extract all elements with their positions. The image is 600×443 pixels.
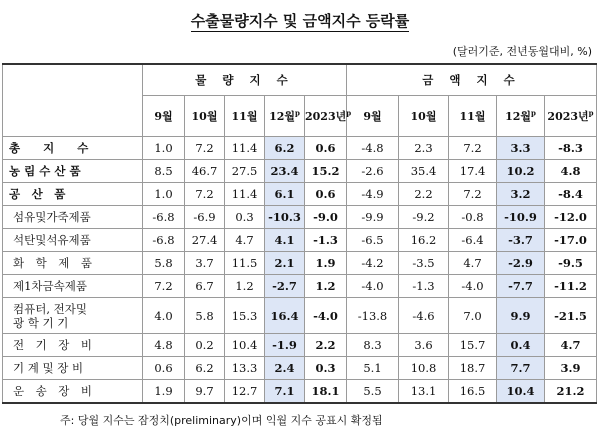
row-label: 섬유및가죽제품 <box>3 206 143 229</box>
group-value: 금 액 지 수 <box>347 64 597 96</box>
value-cell: -11.2 <box>545 275 597 298</box>
column-header: 9월 <box>143 96 185 137</box>
quantity-cell: 6.2 <box>185 357 225 380</box>
value-cell: -9.5 <box>545 252 597 275</box>
value-cell: -8.4 <box>545 183 597 206</box>
value-cell: -6.5 <box>347 229 399 252</box>
value-cell: 4.7 <box>449 252 497 275</box>
value-cell: -12.0 <box>545 206 597 229</box>
quantity-cell: 46.7 <box>185 160 225 183</box>
table-row <box>3 229 597 252</box>
row-label: 전 기 장 비 <box>3 334 143 357</box>
quantity-cell: 16.4 <box>265 298 305 334</box>
quantity-cell: 1.2 <box>225 275 265 298</box>
value-cell: -4.2 <box>347 252 399 275</box>
quantity-cell: 13.3 <box>225 357 265 380</box>
quantity-cell: -2.7 <box>265 275 305 298</box>
column-header: 12월$^p$ <box>265 96 305 137</box>
quantity-cell: 2.1 <box>265 252 305 275</box>
quantity-cell: -9.0 <box>305 206 347 229</box>
value-cell: -4.6 <box>399 298 449 334</box>
index-table <box>2 63 597 404</box>
quantity-cell: 6.7 <box>185 275 225 298</box>
table-row <box>3 160 597 183</box>
quantity-cell: 4.1 <box>265 229 305 252</box>
value-cell: 3.9 <box>545 357 597 380</box>
value-cell: -9.2 <box>399 206 449 229</box>
value-cell: 3.3 <box>497 137 545 160</box>
quantity-cell: 7.2 <box>185 183 225 206</box>
value-cell: 35.4 <box>399 160 449 183</box>
quantity-cell: -6.9 <box>185 206 225 229</box>
quantity-cell: 4.7 <box>225 229 265 252</box>
value-cell: -2.6 <box>347 160 399 183</box>
table-row <box>3 357 597 380</box>
quantity-cell: 18.1 <box>305 380 347 404</box>
quantity-cell: 6.2 <box>265 137 305 160</box>
quantity-cell: -1.3 <box>305 229 347 252</box>
table-row <box>3 137 597 160</box>
column-header: 11월 <box>449 96 497 137</box>
row-label: 공 산 품 <box>3 183 143 206</box>
quantity-cell: -1.9 <box>265 334 305 357</box>
quantity-cell: 11.4 <box>225 137 265 160</box>
quantity-cell: 7.1 <box>265 380 305 404</box>
quantity-cell: 27.4 <box>185 229 225 252</box>
value-cell: 7.2 <box>449 137 497 160</box>
table-row <box>3 206 597 229</box>
value-cell: -4.0 <box>449 275 497 298</box>
corner-cell <box>3 64 143 137</box>
quantity-cell: 15.3 <box>225 298 265 334</box>
quantity-cell: 10.4 <box>225 334 265 357</box>
value-cell: 3.6 <box>399 334 449 357</box>
value-cell: 10.4 <box>497 380 545 404</box>
quantity-cell: 2.4 <box>265 357 305 380</box>
quantity-cell: 1.2 <box>305 275 347 298</box>
value-cell: 4.8 <box>545 160 597 183</box>
value-cell: 4.7 <box>545 334 597 357</box>
quantity-cell: 1.0 <box>143 183 185 206</box>
table-row <box>3 380 597 404</box>
quantity-cell: 0.6 <box>305 137 347 160</box>
quantity-cell: 0.6 <box>305 183 347 206</box>
value-cell: 9.9 <box>497 298 545 334</box>
value-cell: 18.7 <box>449 357 497 380</box>
value-cell: 15.7 <box>449 334 497 357</box>
value-cell: 7.2 <box>449 183 497 206</box>
quantity-cell: 5.8 <box>185 298 225 334</box>
quantity-cell: 3.7 <box>185 252 225 275</box>
value-cell: -2.9 <box>497 252 545 275</box>
quantity-cell: -6.8 <box>143 229 185 252</box>
value-cell: -17.0 <box>545 229 597 252</box>
quantity-cell: 0.3 <box>305 357 347 380</box>
quantity-cell: 12.7 <box>225 380 265 404</box>
quantity-cell: 8.5 <box>143 160 185 183</box>
value-cell: -8.3 <box>545 137 597 160</box>
value-cell: 8.3 <box>347 334 399 357</box>
row-label: 화 학 제 품 <box>3 252 143 275</box>
quantity-cell: 11.5 <box>225 252 265 275</box>
column-header: 12월$^p$ <box>497 96 545 137</box>
row-label: 컴퓨터, 전자및 광 학 기 기 <box>3 298 143 334</box>
quantity-cell: 0.6 <box>143 357 185 380</box>
quantity-cell: 1.9 <box>143 380 185 404</box>
column-header: 9월 <box>347 96 399 137</box>
row-label: 석탄및석유제품 <box>3 229 143 252</box>
value-cell: 2.3 <box>399 137 449 160</box>
column-header: 2023년$^p$ <box>305 96 347 137</box>
value-cell: -1.3 <box>399 275 449 298</box>
value-cell: 17.4 <box>449 160 497 183</box>
value-cell: 0.4 <box>497 334 545 357</box>
quantity-cell: 9.7 <box>185 380 225 404</box>
value-cell: -9.9 <box>347 206 399 229</box>
value-cell: -7.7 <box>497 275 545 298</box>
unit-label: (달러기준, 전년동월대비, %) <box>452 45 592 58</box>
value-cell: 16.5 <box>449 380 497 404</box>
value-cell: 2.2 <box>399 183 449 206</box>
value-cell: 5.1 <box>347 357 399 380</box>
quantity-cell: 1.9 <box>305 252 347 275</box>
column-header: 10월 <box>185 96 225 137</box>
row-label: 제1차금속제품 <box>3 275 143 298</box>
value-cell: -4.9 <box>347 183 399 206</box>
quantity-cell: 6.1 <box>265 183 305 206</box>
table-row <box>3 275 597 298</box>
value-cell: 21.2 <box>545 380 597 404</box>
page-title: 수출물량지수 및 금액지수 등락률 <box>190 12 410 30</box>
value-cell: -3.7 <box>497 229 545 252</box>
value-cell: -3.5 <box>399 252 449 275</box>
quantity-cell: 0.3 <box>225 206 265 229</box>
value-cell: -4.8 <box>347 137 399 160</box>
quantity-cell: 4.0 <box>143 298 185 334</box>
value-cell: 7.7 <box>497 357 545 380</box>
table-row <box>3 334 597 357</box>
value-cell: 10.8 <box>399 357 449 380</box>
row-label: 농 림 수 산 품 <box>3 160 143 183</box>
value-cell: -21.5 <box>545 298 597 334</box>
row-label: 운 송 장 비 <box>3 380 143 404</box>
quantity-cell: 7.2 <box>185 137 225 160</box>
quantity-cell: 15.2 <box>305 160 347 183</box>
quantity-cell: -10.3 <box>265 206 305 229</box>
row-label: 총 지 수 <box>3 137 143 160</box>
footnote: 주: 당월 지수는 잠정치(preliminary)이며 익월 지수 공표시 확정됨 <box>60 414 383 427</box>
group-quantity: 물 량 지 수 <box>143 64 347 96</box>
value-cell: -0.8 <box>449 206 497 229</box>
quantity-cell: 11.4 <box>225 183 265 206</box>
quantity-cell: 7.2 <box>143 275 185 298</box>
quantity-cell: -4.0 <box>305 298 347 334</box>
quantity-cell: 4.8 <box>143 334 185 357</box>
table-row <box>3 252 597 275</box>
value-cell: -10.9 <box>497 206 545 229</box>
quantity-cell: 27.5 <box>225 160 265 183</box>
column-header: 2023년$^p$ <box>545 96 597 137</box>
quantity-cell: -6.8 <box>143 206 185 229</box>
quantity-cell: 1.0 <box>143 137 185 160</box>
column-header: 10월 <box>399 96 449 137</box>
quantity-cell: 23.4 <box>265 160 305 183</box>
value-cell: -4.0 <box>347 275 399 298</box>
value-cell: 3.2 <box>497 183 545 206</box>
value-cell: 7.0 <box>449 298 497 334</box>
quantity-cell: 5.8 <box>143 252 185 275</box>
row-label: 기 계 및 장 비 <box>3 357 143 380</box>
column-header: 11월 <box>225 96 265 137</box>
value-cell: 13.1 <box>399 380 449 404</box>
quantity-cell: 2.2 <box>305 334 347 357</box>
value-cell: 10.2 <box>497 160 545 183</box>
quantity-cell: 0.2 <box>185 334 225 357</box>
value-cell: -13.8 <box>347 298 399 334</box>
value-cell: 16.2 <box>399 229 449 252</box>
table-row <box>3 298 597 334</box>
table-row <box>3 183 597 206</box>
value-cell: -6.4 <box>449 229 497 252</box>
value-cell: 5.5 <box>347 380 399 404</box>
